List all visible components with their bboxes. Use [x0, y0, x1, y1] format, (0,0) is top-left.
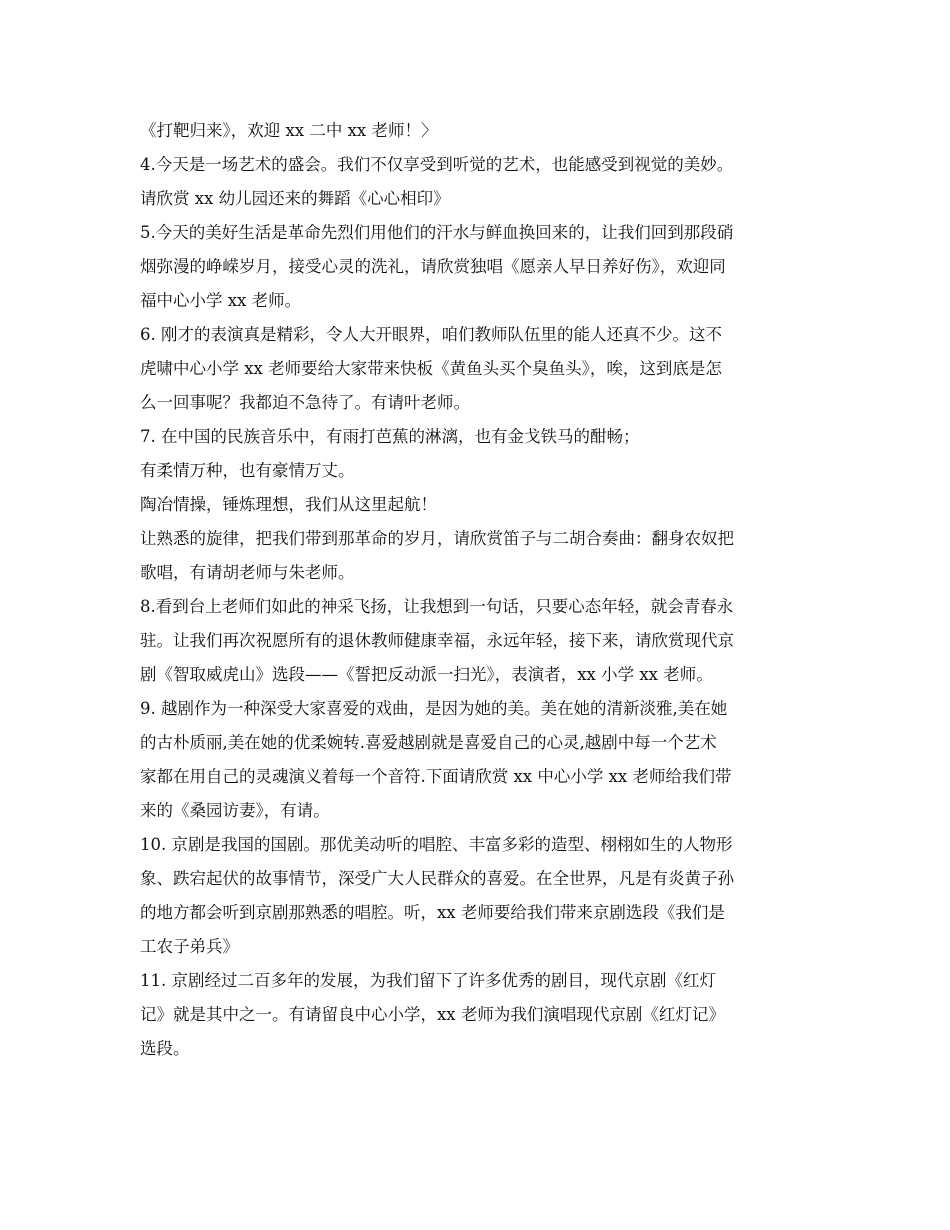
text-line: 的地方都会听到京剧那熟悉的唱腔。听，xx 老师要给我们带来京剧选段《我们是	[140, 903, 725, 922]
text-line: 《打靶归来》，欢迎 xx 二中 xx 老师！〉	[140, 121, 438, 140]
document-body	[140, 114, 820, 1066]
text-line: 陶冶情操，锤炼理想，我们从这里起航！	[140, 495, 437, 514]
text-line: 来的《桑园访妻》，有请。	[140, 801, 330, 820]
text-line: 选段。	[140, 1039, 190, 1058]
text-line: 家都在用自己的灵魂演义着每一个音符.下面请欣赏 xx 中心小学 xx 老师给我们带	[140, 767, 732, 786]
text-line: 10. 京剧是我国的国剧。那优美动听的唱腔、丰富多彩的造型、栩栩如生的人物形	[140, 835, 733, 854]
text-line: 驻。让我们再次祝愿所有的退休教师健康幸福，永远年轻，接下来，请欣赏现代京	[140, 631, 734, 650]
text-line: 8.看到台上老师们如此的神采飞扬，让我想到一句话，只要心态年轻，就会青春永	[140, 597, 734, 616]
text-line: 4.今天是一场艺术的盛会。我们不仅享受到听觉的艺术，也能感受到视觉的美妙。	[140, 155, 734, 174]
text-line: 6. 刚才的表演真是精彩，令人大开眼界，咱们教师队伍里的能人还真不少。这不	[140, 325, 722, 344]
text-line: 歌唱，有请胡老师与朱老师。	[140, 563, 355, 582]
text-line: 5.今天的美好生活是革命先烈们用他们的汗水与鲜血换回来的，让我们回到那段硝	[140, 223, 734, 242]
text-line: 么一回事呢？我都迫不急待了。有请叶老师。	[140, 393, 470, 412]
text-line: 记》就是其中之一。有请留良中心小学，xx 老师为我们演唱现代京剧《红灯记》	[140, 1005, 725, 1024]
text-line: 7. 在中国的民族音乐中，有雨打芭蕉的淋漓，也有金戈铁马的酣畅；	[140, 427, 640, 446]
text-line: 有柔情万种，也有豪情万丈。	[140, 461, 355, 480]
text-line: 剧《智取威虎山》选段——《誓把反动派一扫光》，表演者，xx 小学 xx 老师。	[140, 665, 713, 684]
text-line: 虎啸中心小学 xx 老师要给大家带来快板《黄鱼头买个臭鱼头》，唉，这到底是怎	[140, 359, 722, 378]
text-line: 让熟悉的旋律，把我们带到那革命的岁月，请欣赏笛子与二胡合奏曲：翻身农奴把	[140, 529, 734, 548]
text-line: 烟弥漫的峥嵘岁月，接受心灵的洗礼，请欣赏独唱《愿亲人早日养好伤》，欢迎同	[140, 257, 726, 276]
text-line: 请欣赏 xx 幼儿园还来的舞蹈《心心相印》	[140, 189, 450, 208]
text-line: 工农子弟兵》	[140, 937, 239, 956]
text-line: 9. 越剧作为一种深受大家喜爱的戏曲，是因为她的美。美在她的清新淡雅,美在她	[140, 699, 728, 718]
text-line: 11. 京剧经过二百多年的发展，为我们留下了许多优秀的剧目，现代京剧《红灯	[140, 971, 716, 990]
text-line: 象、跌宕起伏的故事情节，深受广大人民群众的喜爱。在全世界，凡是有炎黄子孙	[140, 869, 734, 888]
text-line: 福中心小学 xx 老师。	[140, 291, 302, 310]
text-line: 的古朴质丽,美在她的优柔婉转.喜爱越剧就是喜爱自己的心灵,越剧中每一个艺术	[140, 733, 717, 752]
